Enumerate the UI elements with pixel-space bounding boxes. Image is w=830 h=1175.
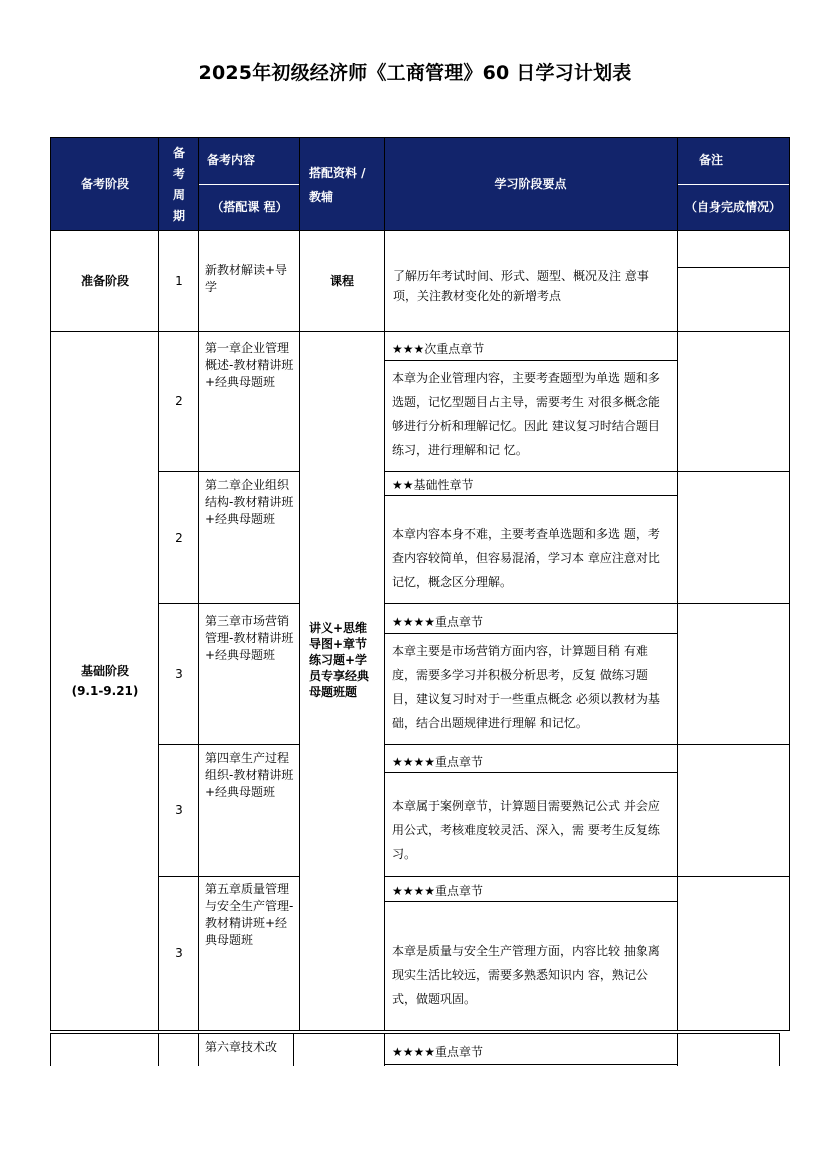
header-week-char: 期 — [172, 208, 185, 223]
row-points: 本章是质量与安全生产管理方面，内容比较 抽象离现实生活比较远，需要多熟悉知识内 容，熟记公式，做题巩固。 — [392, 944, 660, 1006]
header-week-char: 周 — [172, 187, 185, 202]
row-points: 本章内容本身不难，主要考查单选题和多选 题，考查内容较简单，但容易混淆，学习本 章应注意对比记忆，概念区分理解。 — [392, 527, 660, 589]
row-week: 3 — [175, 946, 183, 960]
basic-stage-label: 基础阶段 — [80, 664, 129, 678]
basic-stage-dates: (9.1-9.21) — [71, 684, 139, 698]
header-stage: 备考阶段 — [51, 138, 159, 231]
prep-points: 了解历年考试时间、形式、题型、概况及注 意事项，关注教材变化处的新增考点 — [393, 269, 649, 303]
row-week: 2 — [175, 530, 183, 545]
row-week: 2 — [175, 394, 183, 408]
row-content: 第二章企业组织结构-教材精讲班+经典母题班 — [205, 478, 294, 526]
row-points: 本章属于案例章节，计算题目需要熟记公式 并会应用公式，考核难度较灵活、深入，需 要考生反复练习。 — [392, 799, 660, 861]
row-notes[interactable] — [677, 876, 789, 1031]
basic-stage — [51, 331, 159, 1031]
row-content: 第五章质量管理与安全生产管理-教材精讲班+经典母题班 — [205, 882, 294, 947]
prep-materials: 课程 — [329, 273, 354, 288]
page-title: 2025年初级经济师《工商管理》60 日学习计划表 — [198, 62, 632, 84]
row-week: 3 — [175, 667, 183, 681]
row-notes[interactable] — [677, 745, 789, 876]
header-content-sub: （搭配课 程） — [199, 184, 300, 231]
header-materials — [300, 138, 384, 231]
next-content: 第六章技术改 — [205, 1040, 278, 1054]
row-week: 3 — [175, 803, 183, 817]
row-notes[interactable] — [677, 604, 789, 745]
header-notes-sub: （自身完成情况） — [677, 184, 789, 231]
prep-notes[interactable] — [677, 231, 789, 331]
prep-stage: 准备阶段 — [80, 273, 129, 288]
next-badge: ★★★★重点章节 — [392, 1044, 484, 1059]
row-badge: ★★★次重点章节 — [392, 341, 485, 356]
row-content: 第三章市场营销管理-教材精讲班+经典母题班 — [205, 614, 294, 662]
table-border — [50, 137, 790, 138]
row-points: 本章主要是市场营销方面内容，计算题目稍 有难度，需要多学习并积极分析思考，反复 做练习题目，建议复习时对于一些重点概念 必须以教材为基础，结合出题规律进行理解 和记忆。 — [392, 644, 660, 730]
row-badge: ★★★★重点章节 — [392, 883, 484, 898]
prep-content: 新教材解读+导学 — [205, 263, 288, 294]
row-badge: ★★★★重点章节 — [392, 754, 484, 769]
row-notes[interactable] — [677, 472, 789, 604]
basic-materials: 讲义+思维导图+章节练习题+学员专享经典母题班题 — [309, 621, 370, 699]
row-badge: ★★基础性章节 — [392, 477, 474, 492]
prep-week: 1 — [175, 273, 183, 288]
header-points: 学习阶段要点 — [384, 138, 677, 231]
header-notes: 备注 — [677, 138, 789, 184]
row-content: 第一章企业管理概述-教材精讲班+经典母题班 — [205, 341, 294, 389]
header-content: 备考内容 — [199, 138, 300, 184]
header-materials-line2: 教辅 — [309, 189, 334, 204]
row-content: 第四章生产过程组织-教材精讲班+经典母题班 — [205, 751, 294, 799]
row-notes[interactable] — [677, 331, 789, 472]
header-week-char: 考 — [172, 166, 185, 181]
row-points: 本章为企业管理内容，主要考查题型为单选 题和多选题，记忆型题目占主导，需要考生 对很多概念能够进行分析和理解记忆。因此 建议复习时结合题目练习，进行理解和记 忆。 — [392, 371, 660, 457]
header-week-char: 备 — [172, 145, 185, 160]
header-materials-line1: 搭配资料 / — [309, 165, 366, 180]
header-week — [159, 138, 199, 231]
row-badge: ★★★★重点章节 — [392, 614, 484, 629]
